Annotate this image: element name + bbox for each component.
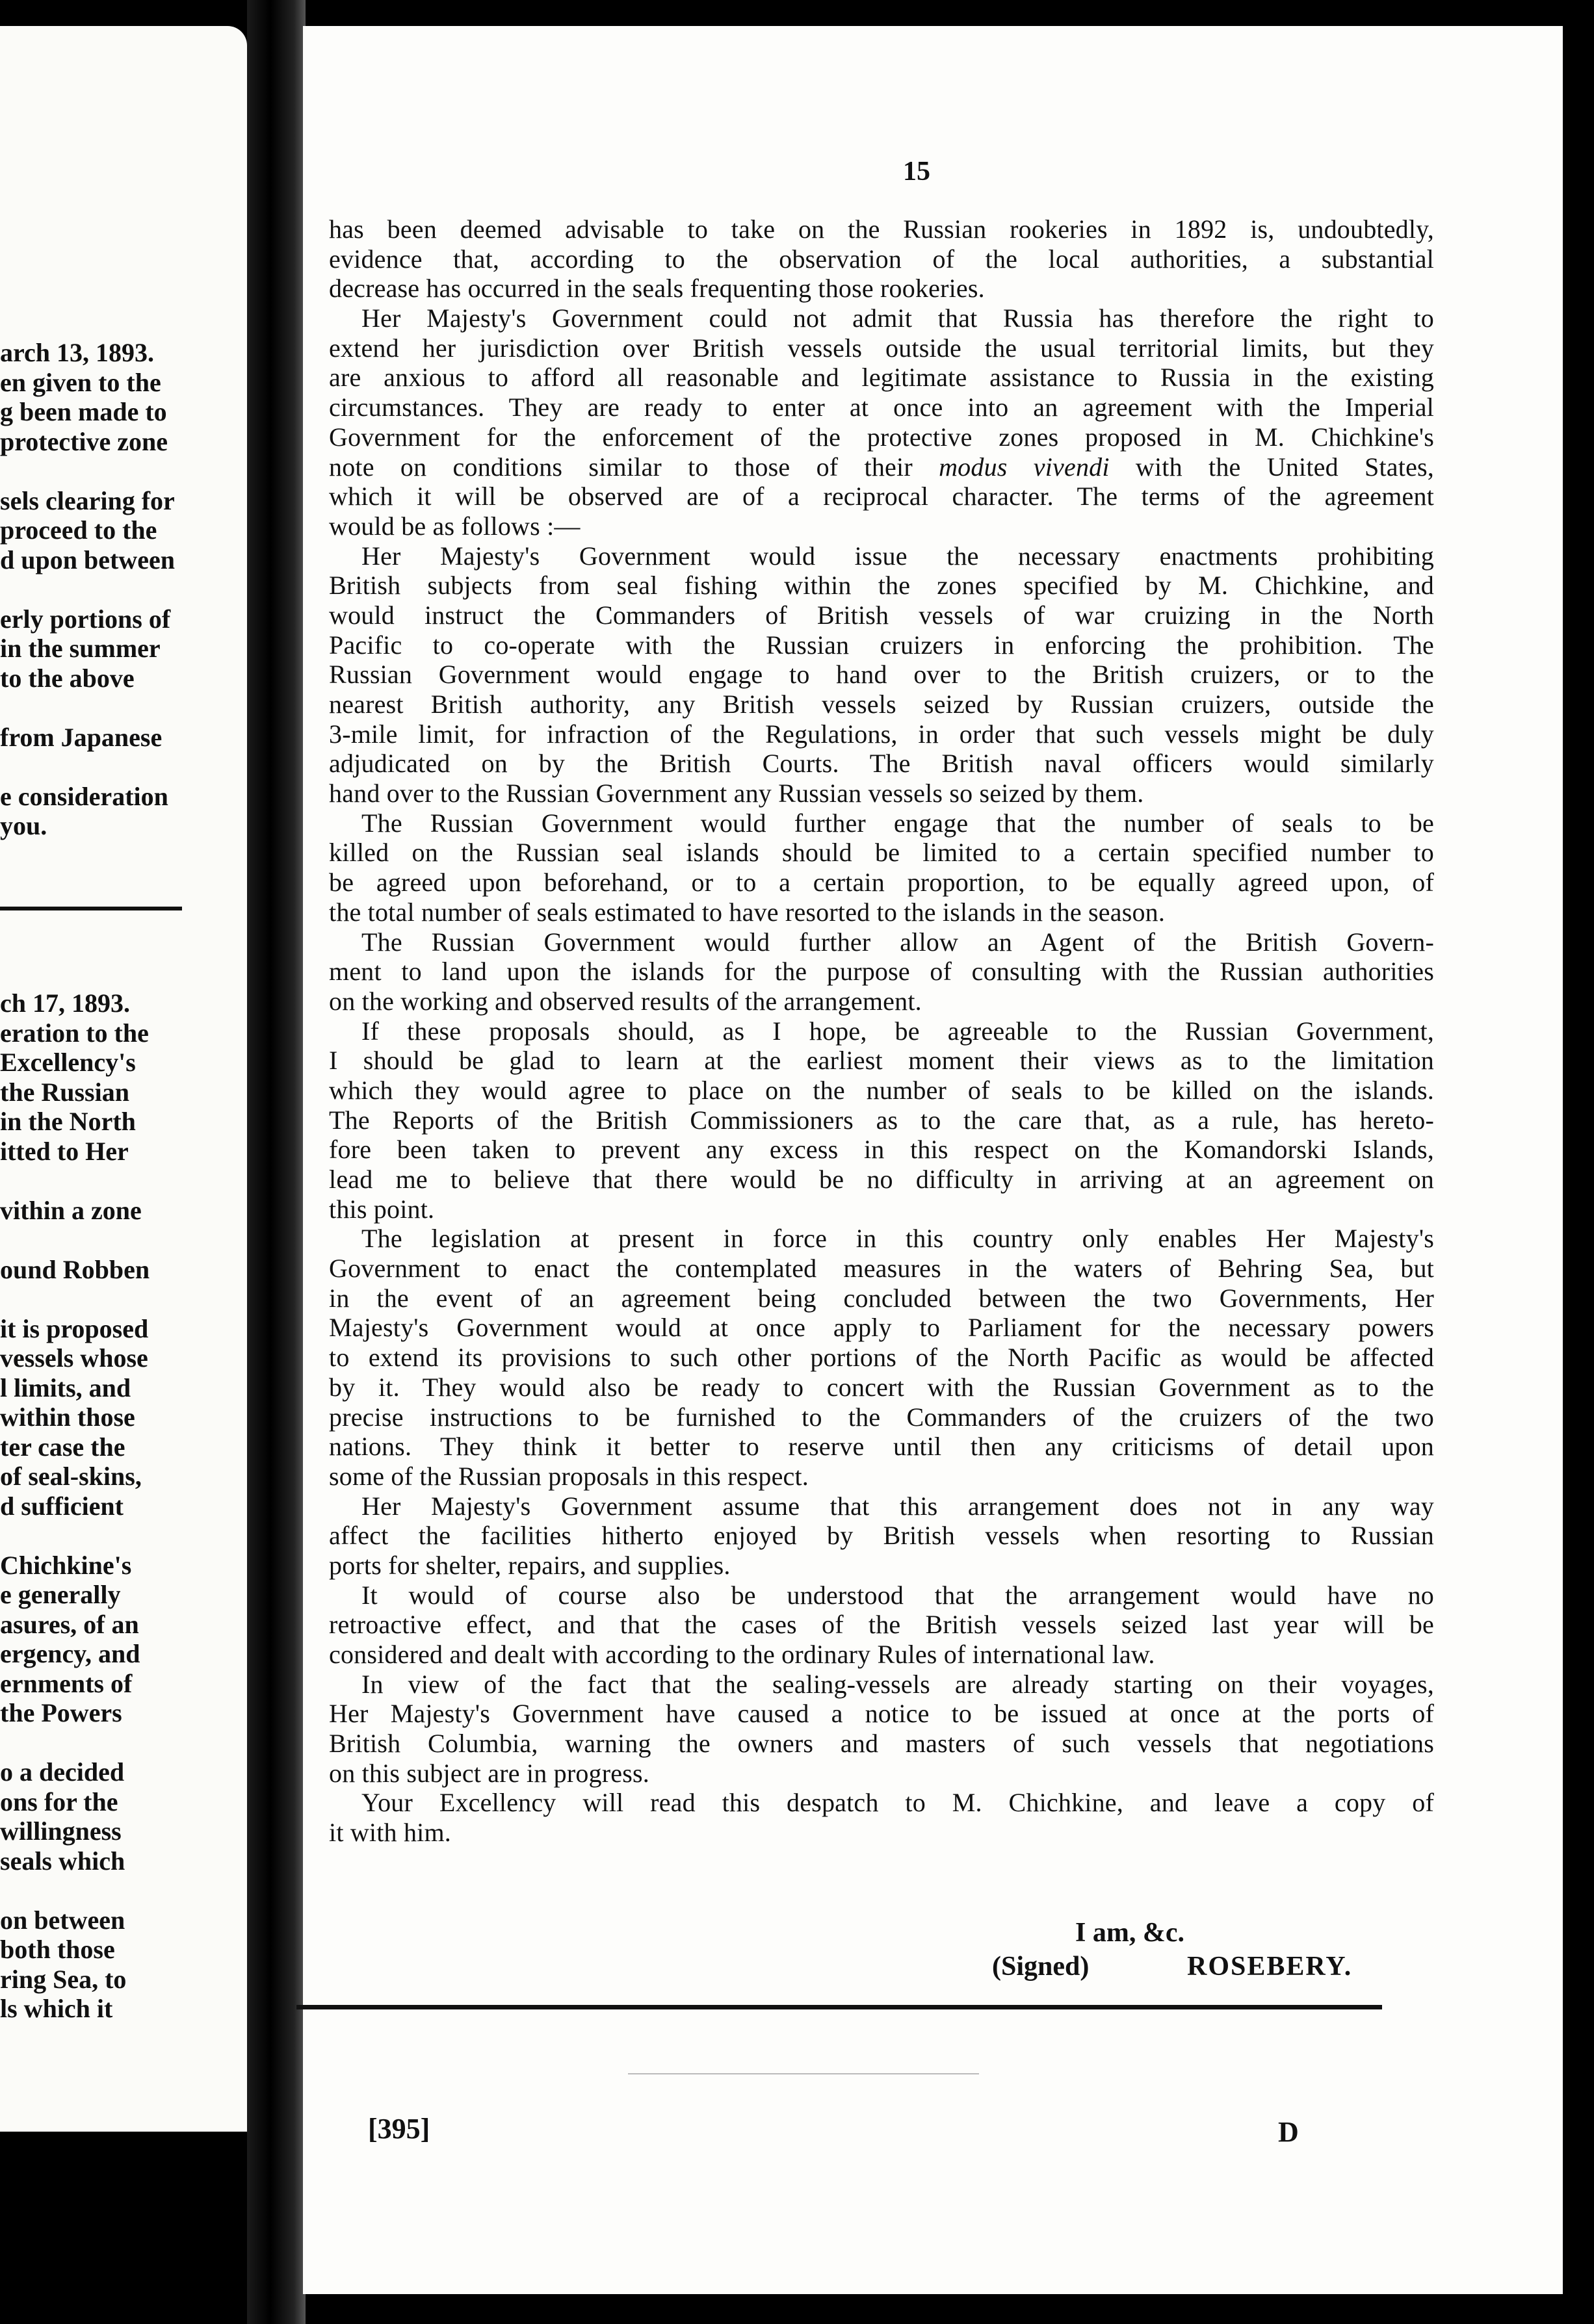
text-line: in the event of an agreement being concluded between the two Governments, Her (329, 1283, 1434, 1313)
facing-page-line: ergency, and (0, 1639, 140, 1668)
facing-page-line: en given to the (0, 367, 161, 397)
facing-page-line (0, 900, 234, 930)
facing-page-line: vithin a zone (0, 1195, 142, 1225)
text-line: this point. (329, 1194, 435, 1224)
closing-line: I am, &c. (1075, 1918, 1184, 1948)
facing-page-line (0, 929, 234, 959)
text-line: note on conditions similar to those of their modus vivendi with the United States, (329, 452, 1434, 482)
facing-page-line: protective zone (0, 426, 168, 456)
facing-page-text (0, 338, 234, 2024)
facing-page-line (0, 1166, 234, 1196)
book-gutter (247, 0, 306, 2324)
text-line: on this subject are in progress. (329, 1758, 649, 1788)
facing-page-line: e generally (0, 1580, 121, 1609)
text-line: Her Majesty's Government would issue the necessary enactments prohibiting (361, 541, 1434, 571)
facing-page-line: eration to the (0, 1018, 149, 1048)
closing-rule (296, 2005, 1382, 2009)
text-line: British subjects from seal fishing within the zones specified by M. Chichkine, and (329, 571, 1434, 600)
text-line: be agreed upon beforehand, or to a certain proportion, to be equally agreed upon, of (329, 868, 1434, 897)
facing-page-line: o a decided (0, 1757, 125, 1787)
facing-page-line: itted to Her (0, 1136, 129, 1166)
text-line: The Reports of the British Commissioners as to the care that, as a rule, has hereto- (329, 1105, 1434, 1135)
facing-page-line: ernments of (0, 1668, 133, 1698)
facing-page-line: ch 17, 1893. (0, 988, 130, 1018)
facing-page-line: d upon between (0, 545, 175, 575)
text-line: Her Majesty's Government assume that this arrangement does not in any way (361, 1491, 1434, 1521)
signature-block (303, 1917, 1563, 2008)
facing-page-line: it is proposed (0, 1313, 149, 1343)
facing-page-line: e consideration (0, 781, 168, 811)
facing-page-line (0, 870, 234, 900)
text-line: affect the facilities hitherto enjoyed by British vessels when resorting to Russian (329, 1521, 1434, 1551)
facing-page-line (0, 1284, 234, 1314)
facing-page-line: from Japanese (0, 722, 163, 752)
signer-name: ROSEBERY. (1187, 1952, 1353, 1982)
facing-page-line: sels clearing for (0, 485, 175, 515)
text-line: nations. They think it better to reserve until then any criticisms of detail upon (329, 1432, 1434, 1462)
text-line: It would of course also be understood that the arrangement would have no (361, 1580, 1434, 1610)
text-line: decrease has occurred in the seals frequenting those rookeries. (329, 274, 985, 303)
facing-page-line (0, 1728, 234, 1758)
facing-page-line: ring Sea, to (0, 1964, 127, 1994)
facing-page-line: within those (0, 1402, 135, 1432)
facing-page-line (0, 959, 234, 989)
facing-page-line: seals which (0, 1846, 125, 1876)
facing-page-line: ls which it (0, 1994, 113, 2023)
facing-page-line: arch 13, 1893. (0, 338, 155, 367)
text-line: 3-mile limit, for infraction of the Regulations, in order that such vessels might be duly (329, 719, 1434, 749)
text-line: has been deemed advisable to take on the Russian rookeries in 1892 is, undoubtedly, (329, 214, 1434, 244)
facing-page-line (0, 1876, 234, 1905)
text-line: Russian Government would engage to hand over to the British cruizers, or to the (329, 660, 1434, 690)
facing-page-line: you. (0, 811, 47, 840)
facing-page-line: g been made to (0, 397, 167, 426)
text-line: lead me to believe that there would be no difficulty in arriving at an agreement on (329, 1165, 1434, 1194)
facing-page-line: to the above (0, 663, 135, 693)
facing-page-line: the Powers (0, 1698, 122, 1727)
text-line: on the working and observed results of the arrangement. (329, 986, 922, 1016)
text-line: circumstances. They are ready to enter at once into an agreement with the Imperial (329, 393, 1434, 422)
text-line: considered and dealt with according to the ordinary Rules of international law. (329, 1640, 1155, 1669)
text-line: Your Excellency will read this despatch to M. Chichkine, and leave a copy of (361, 1788, 1434, 1818)
page-number: 15 (903, 157, 930, 187)
facing-page-line: l limits, and (0, 1373, 131, 1402)
text-line: by it. They would also be ready to concert with the Russian Government as to the (329, 1372, 1434, 1402)
text-line: I should be glad to learn at the earliest moment their views as to the limitation (329, 1046, 1434, 1076)
text-line: fore been taken to prevent any excess in this respect on the Komandorski Islands, (329, 1135, 1434, 1165)
text-line: The legislation at present in force in this country only enables Her Majesty's (361, 1224, 1434, 1254)
faint-rule (628, 2073, 979, 2074)
text-line: which they would agree to place on the number of seals to be killed on the islands. (329, 1075, 1434, 1105)
facing-page-line: Chichkine's (0, 1550, 132, 1580)
facing-page-line: proceed to the (0, 515, 157, 545)
facing-page-line: on between (0, 1905, 125, 1935)
text-line: British Columbia, warning the owners and masters of such vessels that negotiations (329, 1729, 1434, 1759)
sheet-mark: [395] (368, 2113, 430, 2145)
facing-page-line: erly portions of (0, 604, 171, 634)
text-line: In view of the fact that the sealing-vessels are already starting on their voyages, (361, 1669, 1434, 1699)
facing-page-line (0, 693, 234, 723)
facing-page-line (0, 1225, 234, 1255)
document-page (303, 26, 1563, 2294)
facing-page-rule (0, 907, 182, 910)
text-line: killed on the Russian seal islands should be limited to a certain specified number to (329, 838, 1434, 868)
text-line: Her Majesty's Government have caused a notice to be issued at once at the ports of (329, 1699, 1434, 1729)
facing-page-line (0, 841, 234, 871)
facing-page-line: of seal-skins, (0, 1462, 142, 1491)
facing-page-line: in the North (0, 1107, 136, 1136)
facing-page-line (0, 1521, 234, 1551)
text-line: the total number of seals estimated to have resorted to the islands in the season. (329, 897, 1166, 927)
text-line: ports for shelter, repairs, and supplies. (329, 1550, 731, 1580)
facing-page-line: both those (0, 1935, 115, 1964)
text-line: Government to enact the contemplated measures in the waters of Behring Sea, but (329, 1254, 1434, 1284)
facing-page-line (0, 575, 234, 604)
text-line: evidence that, according to the observation of the local authorities, a substantial (329, 244, 1434, 274)
text-line: nearest British authority, any British vessels seized by Russian cruizers, outside the (329, 690, 1434, 719)
text-line: would be as follows :— (329, 511, 581, 541)
facing-page-line: ons for the (0, 1787, 118, 1816)
text-line: The Russian Government would further allow an Agent of the British Govern- (361, 927, 1434, 957)
facing-page-fragment (0, 26, 247, 2132)
facing-page-line (0, 752, 234, 782)
text-line: Her Majesty's Government could not admit that Russia has therefore the right to (361, 303, 1434, 333)
signed-label: (Signed) (992, 1952, 1090, 1982)
body-text (303, 214, 1563, 1848)
text-line: extend her jurisdiction over British vessels outside the usual territorial limits, but they (329, 333, 1434, 363)
facing-page-line: in the summer (0, 634, 161, 663)
scan-border (1563, 0, 1594, 2324)
text-line: The Russian Government would further engage that the number of seals to be (361, 808, 1434, 838)
facing-page-line: ter case the (0, 1432, 125, 1462)
facing-page-line: d sufficient (0, 1491, 124, 1521)
facing-page-line: the Russian (0, 1077, 129, 1107)
facing-page-line (0, 456, 234, 486)
text-line: If these proposals should, as I hope, be agreeable to the Russian Government, (361, 1016, 1434, 1046)
facing-page-line: ound Robben (0, 1254, 150, 1284)
text-line: Majesty's Government would at once apply to Parliament for the necessary powers (329, 1313, 1434, 1343)
text-line: retroactive effect, and that the cases of the British vessels seized last year will be (329, 1610, 1434, 1640)
facing-page-line: vessels whose (0, 1343, 148, 1373)
text-line: Government for the enforcement of the protective zones proposed in M. Chichkine's (329, 422, 1434, 452)
facing-page-line: willingness (0, 1816, 122, 1846)
text-line: ment to land upon the islands for the purpose of consulting with the Russian authorities (329, 957, 1434, 987)
signature-letter: D (1278, 2116, 1299, 2148)
text-line: which it will be observed are of a reciprocal character. The terms of the agreement (329, 482, 1434, 511)
text-line: would instruct the Commanders of British vessels of war cruizing in the North (329, 600, 1434, 630)
text-line: Pacific to co-operate with the Russian cruizers in enforcing the prohibition. The (329, 630, 1434, 660)
text-line: it with him. (329, 1818, 451, 1848)
facing-page-line: Excellency's (0, 1048, 136, 1077)
text-line: are anxious to afford all reasonable and legitimate assistance to Russia in the existing (329, 363, 1434, 393)
text-line: adjudicated on by the British Courts. The British naval officers would similarly (329, 749, 1434, 779)
text-line: precise instructions to be furnished to the Commanders of the cruizers of the two (329, 1402, 1434, 1432)
facing-page-line: asures, of an (0, 1609, 139, 1639)
text-line: to extend its provisions to such other portions of the North Pacific as would be affected (329, 1343, 1434, 1373)
text-line: hand over to the Russian Government any Russian vessels so seized by them. (329, 779, 1144, 808)
text-line: some of the Russian proposals in this respect. (329, 1461, 809, 1491)
